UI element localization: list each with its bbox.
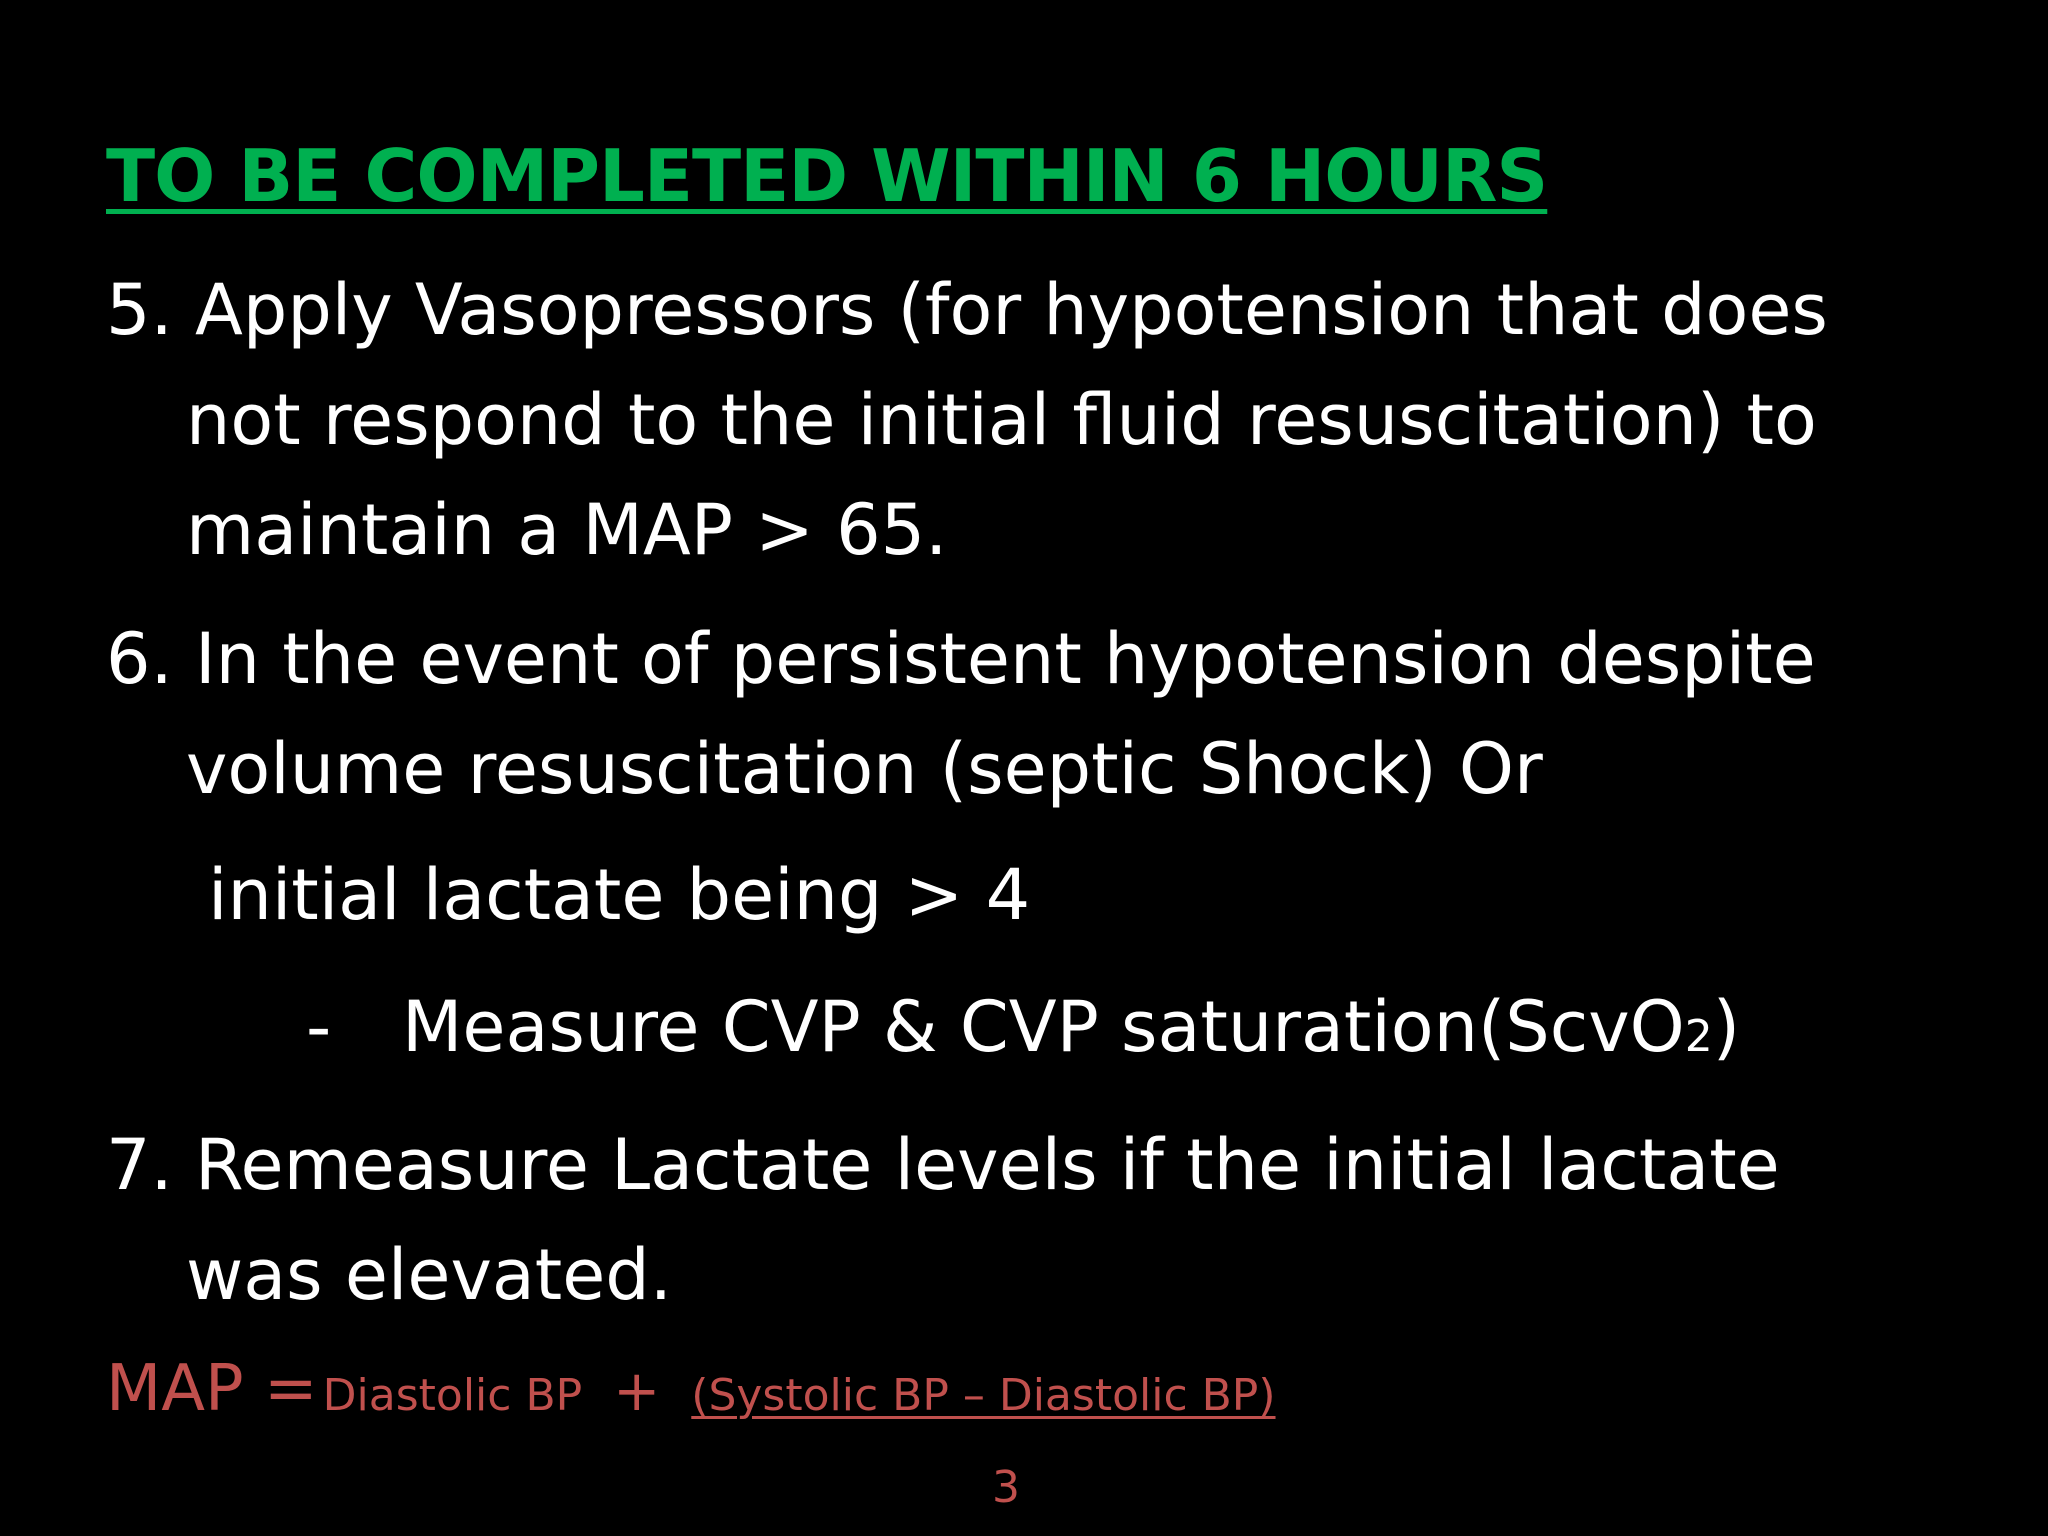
formula-term-difference: (Systolic BP – Diastolic BP) [691, 1370, 1276, 1421]
list-item-7 [106, 1110, 1966, 1330]
item-6-line-1: 6. In the event of persistent hypotension despite [106, 618, 1816, 700]
item-7-line-2: was elevated. [186, 1234, 672, 1316]
formula-lhs: MAP = [106, 1352, 318, 1426]
item-6-line-2: volume resuscitation (septic Shock) Or [186, 728, 1543, 810]
item-7-line-1: 7. Remeasure Lactate levels if the initial lactate [106, 1124, 1780, 1206]
slide-heading: TO BE COMPLETED WITHIN 6 HOURS [106, 134, 1548, 218]
formula-plus: + [613, 1359, 661, 1424]
page-number: 3 [992, 1462, 1020, 1513]
sub-bullet-subscript: 2 [1684, 1011, 1713, 1062]
item-5-line-3: maintain a MAP > 65. [186, 489, 948, 571]
list-item-6 [106, 604, 1966, 824]
item-5-line-2: not respond to the initial fluid resuscitation) to [186, 379, 1817, 461]
item-6-sub-bullet [306, 972, 2048, 1092]
map-formula [106, 1352, 1276, 1426]
formula-term-diastolic: Diastolic BP [322, 1370, 583, 1421]
item-6-continuation [208, 840, 2048, 950]
sub-bullet-close: ) [1712, 986, 1741, 1068]
item-5-line-1: 5. Apply Vasopressors (for hypotension that does [106, 269, 1828, 351]
sub-bullet-dash: - [306, 986, 332, 1068]
list-item-5 [106, 255, 1966, 585]
sub-bullet-text: Measure CVP & CVP saturation(ScvO [402, 986, 1685, 1068]
item-6-line-3: initial lactate being > 4 [208, 854, 1031, 936]
